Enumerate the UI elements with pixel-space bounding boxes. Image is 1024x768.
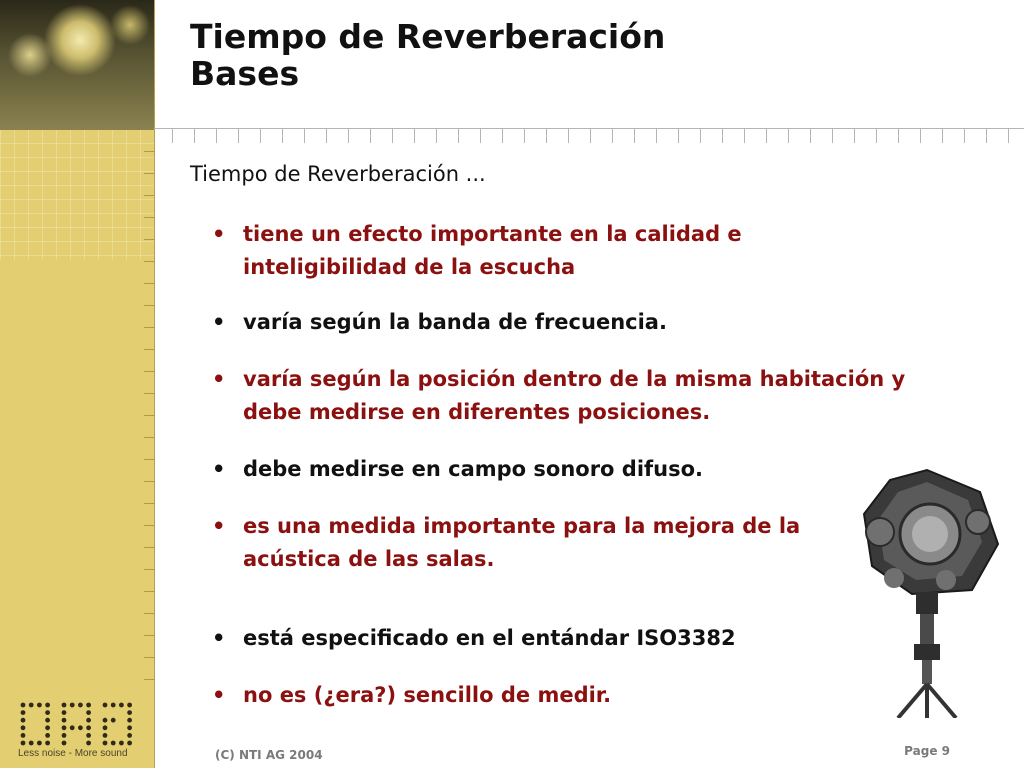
logo-dot <box>103 703 108 708</box>
logo-dot <box>127 703 132 708</box>
logo-dot <box>45 725 50 730</box>
slide-subtitle: Tiempo de Reverberación ... <box>190 162 486 186</box>
bullet-dot: • <box>212 222 226 246</box>
logo-dot <box>62 741 67 746</box>
logo-dot <box>78 703 83 708</box>
logo-dot <box>127 710 132 715</box>
logo-dot <box>86 741 91 746</box>
bullet-item <box>212 622 952 655</box>
logo-dot <box>21 710 26 715</box>
logo-dot <box>103 718 108 723</box>
nti-logo-icon <box>18 700 136 748</box>
logo-dot <box>62 725 67 730</box>
logo-dot <box>37 703 42 708</box>
sidebar-grid-pattern <box>0 130 154 260</box>
logo-dot <box>45 718 50 723</box>
bullet-dot: • <box>212 626 226 650</box>
logo-dot <box>78 725 83 730</box>
logo-dot <box>127 718 132 723</box>
slide-title-line1: Tiempo de Reverberación <box>190 17 666 56</box>
logo-dot <box>86 703 91 708</box>
dodecahedron-speaker-image <box>850 462 1004 718</box>
bullet-text: no es (¿era?) sencillo de medir. <box>243 683 612 707</box>
logo-dot <box>111 718 116 723</box>
bullet-dot: • <box>212 683 226 707</box>
bullet-item <box>212 453 952 486</box>
sidebar-ticks <box>144 130 154 690</box>
slide-title <box>190 18 665 92</box>
slide-title-line2: Bases <box>190 54 300 93</box>
logo-tagline: Less noise - More sound <box>18 748 128 759</box>
bullet-text: debe medirse en campo sonoro difuso. <box>243 457 704 481</box>
logo-dot <box>127 741 132 746</box>
logo-dot <box>103 733 108 738</box>
logo-dot <box>70 725 75 730</box>
bullet-item <box>212 218 823 284</box>
logo-dot <box>21 703 26 708</box>
logo-dot <box>21 733 26 738</box>
footer-copyright: (C) NTI AG 2004 <box>215 748 323 762</box>
logo-dot <box>86 725 91 730</box>
bullet-text: tiene un efecto importante en la calidad e inteligibilidad de la escucha <box>243 222 742 279</box>
bullet-list <box>212 218 952 736</box>
bullet-item <box>212 363 943 429</box>
logo-dot <box>29 741 34 746</box>
logo-dot <box>37 741 42 746</box>
logo-dot <box>111 741 116 746</box>
logo-dot <box>45 741 50 746</box>
logo-dot <box>86 710 91 715</box>
logo-dot <box>45 733 50 738</box>
logo-dot <box>103 741 108 746</box>
bullet-text: varía según la posición dentro de la misma habitación y debe medirse en diferentes posiciones. <box>243 367 906 424</box>
logo-dot <box>86 718 91 723</box>
logo-dot <box>62 718 67 723</box>
bullet-text: es una medida importante para la mejora de la acústica de las salas. <box>243 514 801 571</box>
logo-dot <box>127 733 132 738</box>
logo-dot <box>70 703 75 708</box>
bullet-dot: • <box>212 514 226 538</box>
logo-dot <box>119 741 124 746</box>
logo-dot <box>119 703 124 708</box>
logo-dot <box>103 725 108 730</box>
bullet-item <box>212 679 952 712</box>
logo-dot <box>29 703 34 708</box>
logo-dot <box>111 703 116 708</box>
bullet-item <box>212 306 952 339</box>
bullet-dot: • <box>212 367 226 391</box>
logo-dot <box>45 703 50 708</box>
bullet-dot: • <box>212 310 226 334</box>
logo-dot <box>86 733 91 738</box>
logo-dot <box>127 725 132 730</box>
logo-dot <box>21 725 26 730</box>
logo-dot <box>21 718 26 723</box>
bullet-text: varía según la banda de frecuencia. <box>243 310 667 334</box>
bullet-text: está especificado en el entándar ISO3382 <box>243 626 736 650</box>
logo-dot <box>21 741 26 746</box>
logo-dot <box>62 710 67 715</box>
bullet-dot: • <box>212 457 226 481</box>
header-ruler <box>154 128 1024 145</box>
bullet-item <box>212 510 843 576</box>
footer-page-number: Page 9 <box>904 744 950 758</box>
logo-dot <box>45 710 50 715</box>
sidebar-photo <box>0 0 154 130</box>
sidebar <box>0 0 155 768</box>
logo-dot <box>62 733 67 738</box>
logo-dot <box>62 703 67 708</box>
